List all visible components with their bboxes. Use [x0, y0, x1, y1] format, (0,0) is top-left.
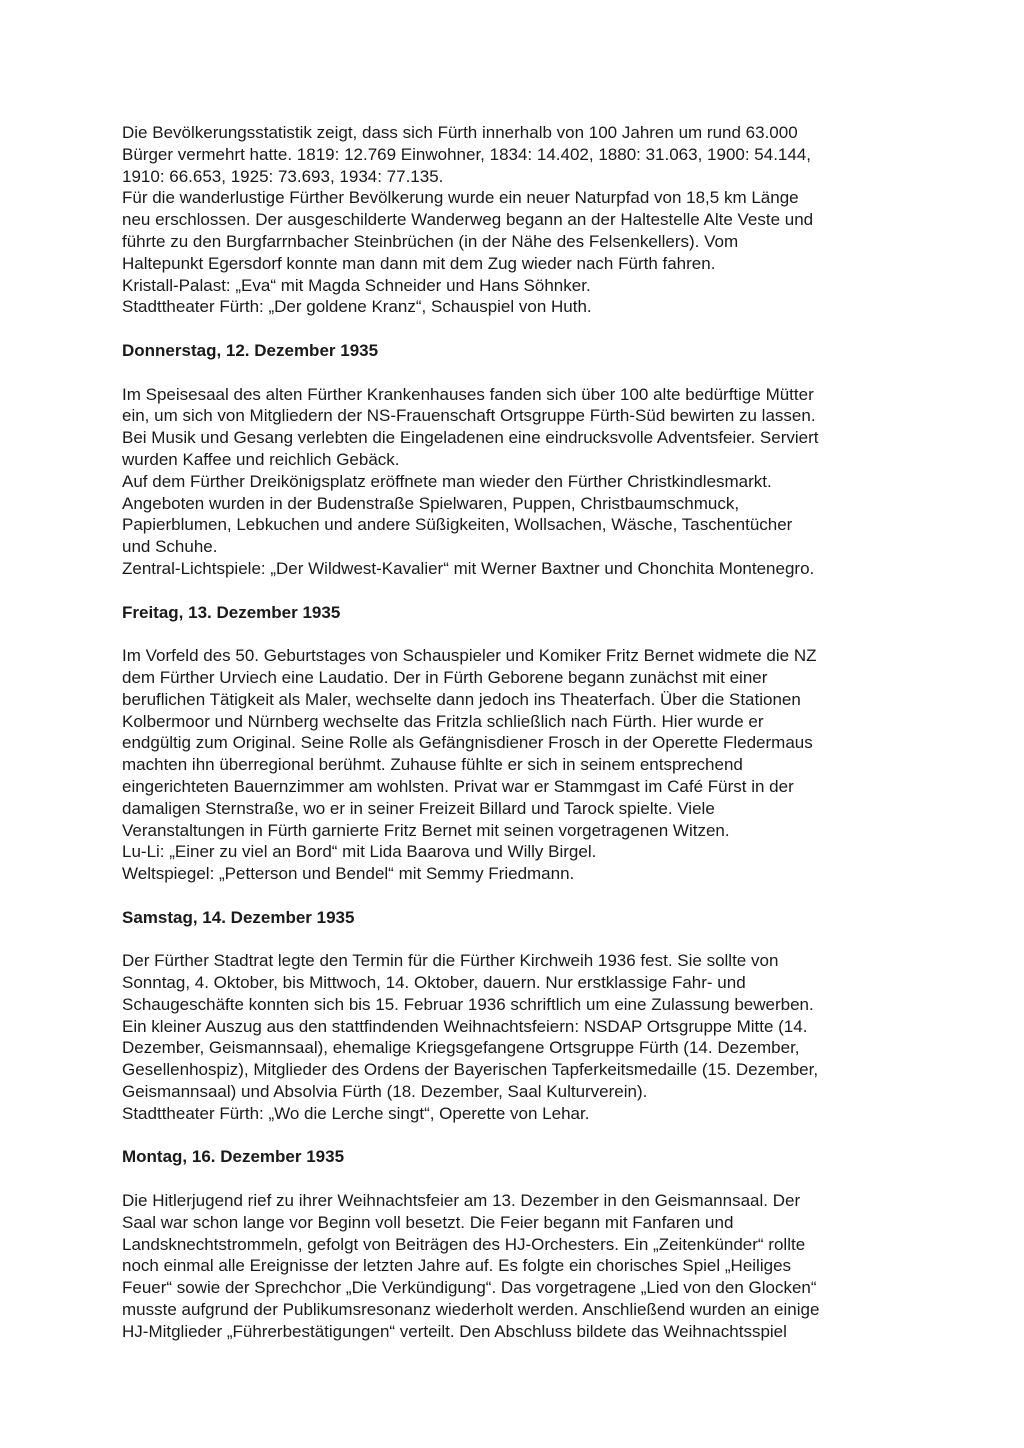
- section-heading: Freitag, 13. Dezember 1935: [122, 602, 341, 622]
- text-line: Angeboten wurden in der Budenstraße Spielwaren, Puppen, Christbaumschmuck,: [122, 493, 740, 513]
- text-line: musste aufgrund der Publikumsresonanz wiederholt werden. Anschließend wurden an einige: [122, 1300, 820, 1320]
- text-line: Haltepunkt Egersdorf konnte man dann mit dem Zug wieder nach Fürth fahren.: [122, 253, 716, 273]
- text-line: dem Fürther Urviech eine Laudatio. Der in Fürth Geborene begann zunächst mit einer: [122, 667, 768, 687]
- text-line: beruflichen Tätigkeit als Maler, wechselte dann jedoch ins Theaterfach. Über die Stationen: [122, 689, 801, 709]
- text-line: wurden Kaffee und reichlich Gebäck.: [122, 449, 400, 469]
- section-friday-13-december: [122, 602, 912, 885]
- text-line: Die Hitlerjugend rief zu ihrer Weihnachtsfeier am 13. Dezember in den Geismannsaal. Der: [122, 1191, 801, 1211]
- text-line: Kolbermoor und Nürnberg wechselte das Fritzla schließlich nach Fürth. Hier wurde er: [122, 711, 764, 731]
- text-line: Saal war schon lange vor Beginn voll besetzt. Die Feier begann mit Fanfaren und: [122, 1212, 734, 1232]
- text-line: Kristall-Palast: „Eva“ mit Magda Schneider und Hans Söhnker.: [122, 275, 591, 295]
- text-line: Weltspiegel: „Petterson und Bendel“ mit Semmy Friedmann.: [122, 864, 575, 884]
- document-page: [122, 122, 912, 1343]
- text-line: Papierblumen, Lebkuchen und andere Süßigkeiten, Wollsachen, Wäsche, Taschentücher: [122, 515, 793, 535]
- text-line: Dezember, Geismannsaal), ehemalige Kriegsgefangene Ortsgruppe Fürth (14. Dezember,: [122, 1038, 800, 1058]
- text-line: Feuer“ sowie der Sprechchor „Die Verkündigung“. Das vorgetragene „Lied von den Glocken“: [122, 1278, 817, 1298]
- section-monday-16-december: [122, 1146, 912, 1342]
- text-line: Auf dem Fürther Dreikönigsplatz eröffnete man wieder den Fürther Christkindlesmarkt.: [122, 471, 772, 491]
- text-line: endgültig zum Original. Seine Rolle als Gefängnisdiener Frosch in der Operette Fledermaus: [122, 733, 813, 753]
- text-line: Veranstaltungen in Fürth garnierte Fritz Bernet mit seinen vorgetragenen Witzen.: [122, 820, 730, 840]
- text-line: HJ-Mitglieder „Führerbestätigungen“ verteilt. Den Abschluss bildete das Weihnachtsspiel: [122, 1321, 787, 1341]
- text-line: Für die wanderlustige Fürther Bevölkerung wurde ein neuer Naturpfad von 18,5 km Länge: [122, 188, 799, 208]
- section-thursday-12-december: [122, 340, 912, 580]
- text-line: Landsknechtstrommeln, gefolgt von Beiträgen des HJ-Orchesters. Ein „Zeitenkünder“ rollte: [122, 1234, 806, 1254]
- section-heading: Donnerstag, 12. Dezember 1935: [122, 340, 379, 360]
- intro-paragraph: [122, 122, 912, 318]
- text-line: führte zu den Burgfarrnbacher Steinbrüchen (in der Nähe des Felsenkellers). Vom: [122, 231, 739, 251]
- text-line: Geismannsaal) und Absolvia Fürth (18. Dezember, Saal Kulturverein).: [122, 1082, 648, 1102]
- text-line: machten ihn überregional berühmt. Zuhause fühlte er sich in seinem entsprechend: [122, 755, 743, 775]
- section-saturday-14-december: [122, 907, 912, 1125]
- text-line: ein, um sich von Mitgliedern der NS-Frauenschaft Ortsgruppe Fürth-Süd bewirten zu lassen.: [122, 406, 816, 426]
- text-line: Stadttheater Fürth: „Der goldene Kranz“, Schauspiel von Huth.: [122, 297, 592, 317]
- text-line: Stadttheater Fürth: „Wo die Lerche singt“, Operette von Lehar.: [122, 1103, 590, 1123]
- text-line: Bürger vermehrt hatte. 1819: 12.769 Einwohner, 1834: 14.402, 1880: 31.063, 1900: 54.144,: [122, 144, 812, 164]
- text-line: Schaugeschäfte konnten sich bis 15. Februar 1936 schriftlich um eine Zulassung bewerben.: [122, 994, 814, 1014]
- text-line: 1910: 66.653, 1925: 73.693, 1934: 77.135.: [122, 166, 444, 186]
- text-line: Ein kleiner Auszug aus den stattfindenden Weihnachtsfeiern: NSDAP Ortsgruppe Mitte (14.: [122, 1016, 808, 1036]
- text-line: und Schuhe.: [122, 537, 218, 557]
- text-line: neu erschlossen. Der ausgeschilderte Wanderweg begann an der Haltestelle Alte Veste und: [122, 210, 814, 230]
- text-line: Im Speisesaal des alten Fürther Krankenhauses fanden sich über 100 alte bedürftige Mütter: [122, 384, 814, 404]
- section-body: [122, 384, 912, 580]
- text-line: Zentral-Lichtspiele: „Der Wildwest-Kavalier“ mit Werner Baxtner und Chonchita Montenegro.: [122, 558, 815, 578]
- section-heading: Samstag, 14. Dezember 1935: [122, 907, 355, 927]
- text-line: Im Vorfeld des 50. Geburtstages von Schauspieler und Komiker Fritz Bernet widmete die NZ: [122, 646, 817, 666]
- section-body: [122, 950, 912, 1124]
- text-line: Die Bevölkerungsstatistik zeigt, dass sich Fürth innerhalb von 100 Jahren um rund 63.000: [122, 123, 798, 142]
- section-heading: Montag, 16. Dezember 1935: [122, 1147, 345, 1167]
- text-line: damaligen Sternstraße, wo er in seiner Freizeit Billard und Tarock spielte. Viele: [122, 798, 715, 818]
- text-line: Der Fürther Stadtrat legte den Termin für die Fürther Kirchweih 1936 fest. Sie sollte von: [122, 951, 779, 971]
- text-line: eingerichteten Bauernzimmer am wohlsten. Privat war er Stammgast im Café Fürst in der: [122, 776, 794, 796]
- section-body: [122, 645, 912, 885]
- text-line: noch einmal alle Ereignisse der letzten Jahre auf. Es folgte ein chorisches Spiel „Heiliges: [122, 1256, 792, 1276]
- text-line: Sonntag, 4. Oktober, bis Mittwoch, 14. Oktober, dauern. Nur erstklassige Fahr- und: [122, 973, 746, 993]
- text-line: Lu-Li: „Einer zu viel an Bord“ mit Lida Baarova und Willy Birgel.: [122, 842, 597, 862]
- text-line: Gesellenhospiz), Mitglieder des Ordens der Bayerischen Tapferkeitsmedaille (15. Dezember,: [122, 1060, 819, 1080]
- section-body: [122, 1190, 912, 1343]
- text-line: Bei Musik und Gesang verlebten die Eingeladenen eine eindrucksvolle Adventsfeier. Serviert: [122, 428, 819, 448]
